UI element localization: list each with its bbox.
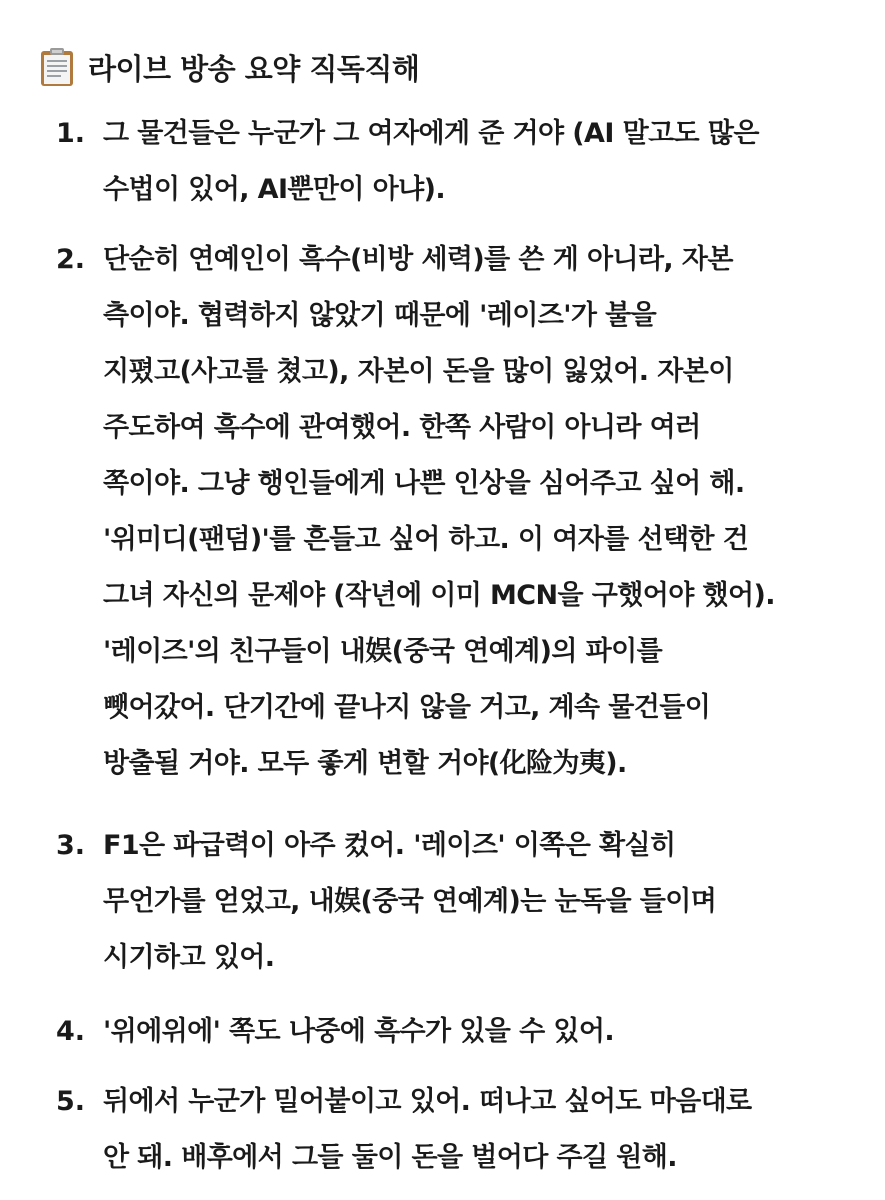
item-line: 수법이 있어, AI뿐만이 아냐). — [103, 174, 446, 205]
item-number: 3. — [56, 830, 86, 861]
item-line: '레이즈'의 친구들이 내娱(중국 연예계)의 파이를 — [103, 636, 663, 667]
item-line: 단순히 연예인이 흑수(비방 세력)를 쓴 게 아니라, 자본 — [103, 244, 733, 275]
item-number: 1. — [56, 118, 86, 149]
item-line: 그녀 자신의 문제야 (작년에 이미 MCN을 구했어야 했어). — [103, 580, 775, 611]
item-line: 뺏어갔어. 단기간에 끝나지 않을 거고, 계속 물건들이 — [103, 692, 711, 723]
item-line: 뒤에서 누군가 밀어붙이고 있어. 떠나고 싶어도 마음대로 — [103, 1086, 752, 1117]
clipboard-icon — [40, 47, 74, 87]
list-item-4 — [56, 1004, 856, 1060]
item-line: 그 물건들은 누군가 그 여자에게 준 거야 (AI 말고도 많은 — [103, 118, 759, 149]
item-number: 2. — [56, 244, 86, 275]
item-line: 측이야. 협력하지 않았기 때문에 '레이즈'가 불을 — [103, 300, 657, 331]
title-row — [40, 44, 419, 90]
list-item-5 — [56, 1074, 856, 1186]
item-line: 쪽이야. 그냥 행인들에게 나쁜 인상을 심어주고 싶어 해. — [103, 468, 745, 499]
item-number: 4. — [56, 1016, 86, 1047]
item-line: 시기하고 있어. — [103, 942, 275, 973]
item-line: 무언가를 얻었고, 내娱(중국 연예계)는 눈독을 들이며 — [103, 886, 717, 917]
page-title: 라이브 방송 요약 직독직해 — [88, 51, 420, 86]
item-line: 안 돼. 배후에서 그들 둘이 돈을 벌어다 주길 원해. — [103, 1142, 677, 1173]
item-line: 주도하여 흑수에 관여했어. 한쪽 사람이 아니라 여러 — [103, 412, 701, 443]
item-line: 지폈고(사고를 쳤고), 자본이 돈을 많이 잃었어. 자본이 — [103, 356, 734, 387]
item-line: '위에위에' 쪽도 나중에 흑수가 있을 수 있어. — [103, 1016, 614, 1047]
item-line: '위미디(팬덤)'를 흔들고 싶어 하고. 이 여자를 선택한 건 — [103, 524, 749, 555]
list-item-3 — [56, 818, 856, 986]
item-line: 방출될 거야. 모두 좋게 변할 거야(化险为夷). — [103, 748, 627, 779]
item-line: F1은 파급력이 아주 컸어. '레이즈' 이쪽은 확실히 — [103, 830, 676, 861]
item-number: 5. — [56, 1086, 86, 1117]
list-item-2 — [56, 232, 856, 792]
list-item-1 — [56, 106, 856, 218]
